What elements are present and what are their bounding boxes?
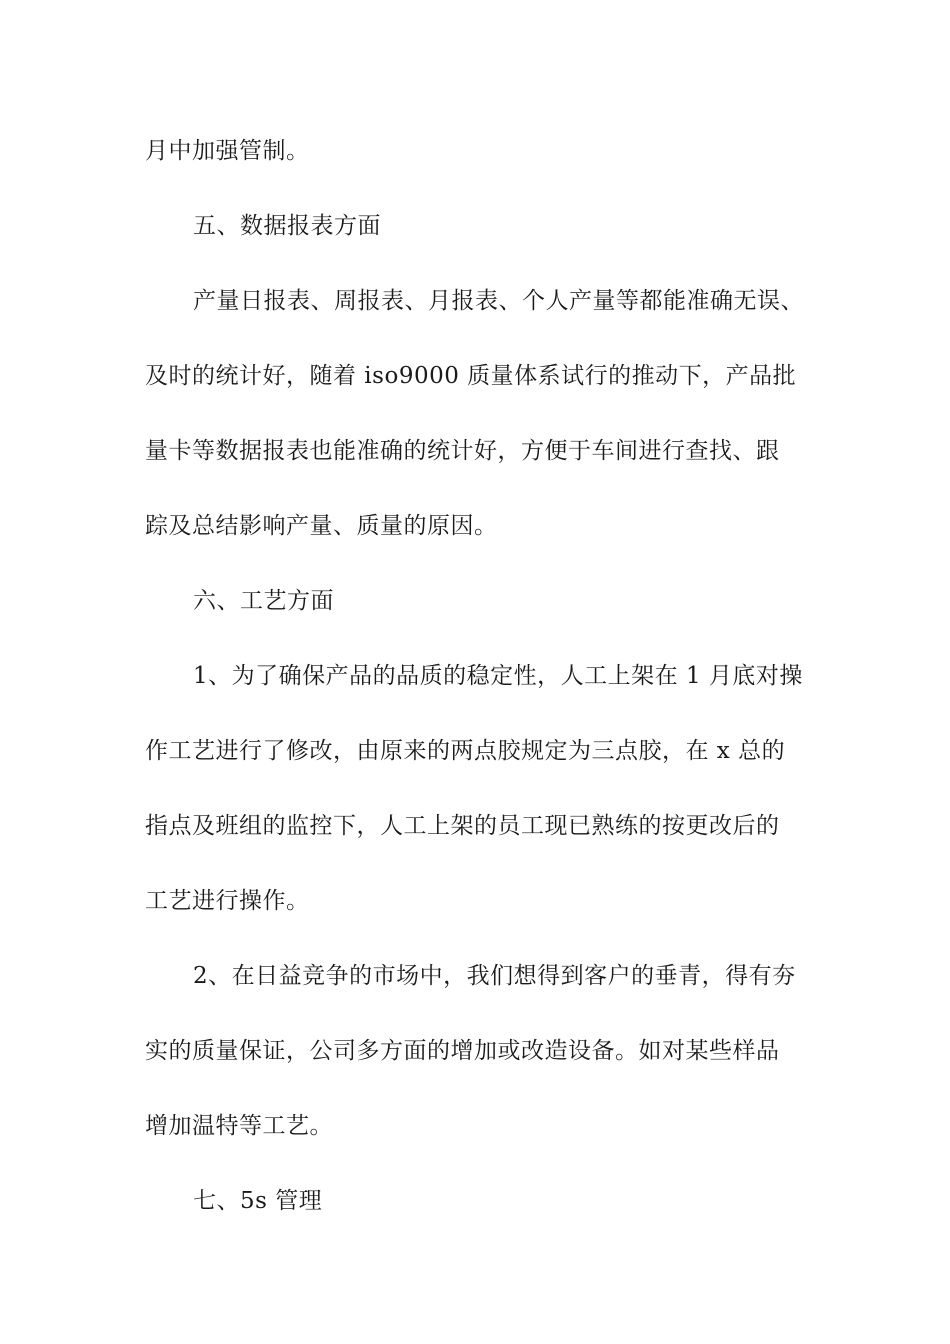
text-line-3: 产量日报表、周报表、月报表、个人产量等都能准确无误、	[193, 288, 804, 314]
section-heading-5s-management: 七、5s 管理	[193, 1188, 323, 1214]
section-heading-data-reports: 五、数据报表方面	[193, 213, 381, 239]
text-line-6: 踪及总结影响产量、质量的原因。	[145, 513, 498, 539]
text-line-8: 1、为了确保产品的品质的稳定性，人工上架在 1 月底对操	[193, 663, 803, 689]
text-line-12: 2、在日益竞争的市场中，我们想得到客户的垂青，得有夯	[193, 963, 796, 989]
text-line-1: 月中加强管制。	[145, 138, 310, 164]
section-heading-process: 六、工艺方面	[193, 588, 334, 614]
text-line-9: 作工艺进行了修改，由原来的两点胶规定为三点胶，在 x 总的	[145, 738, 786, 764]
text-line-14: 增加温特等工艺。	[145, 1113, 333, 1139]
text-line-10: 指点及班组的监控下，人工上架的员工现已熟练的按更改后的	[145, 813, 780, 839]
text-line-11: 工艺进行操作。	[145, 888, 310, 914]
text-line-4: 及时的统计好，随着 iso9000 质量体系试行的推动下，产品批	[145, 363, 797, 389]
text-line-5: 量卡等数据报表也能准确的统计好，方便于车间进行查找、跟	[145, 438, 780, 464]
text-line-13: 实的质量保证，公司多方面的增加或改造设备。如对某些样品	[145, 1038, 780, 1064]
